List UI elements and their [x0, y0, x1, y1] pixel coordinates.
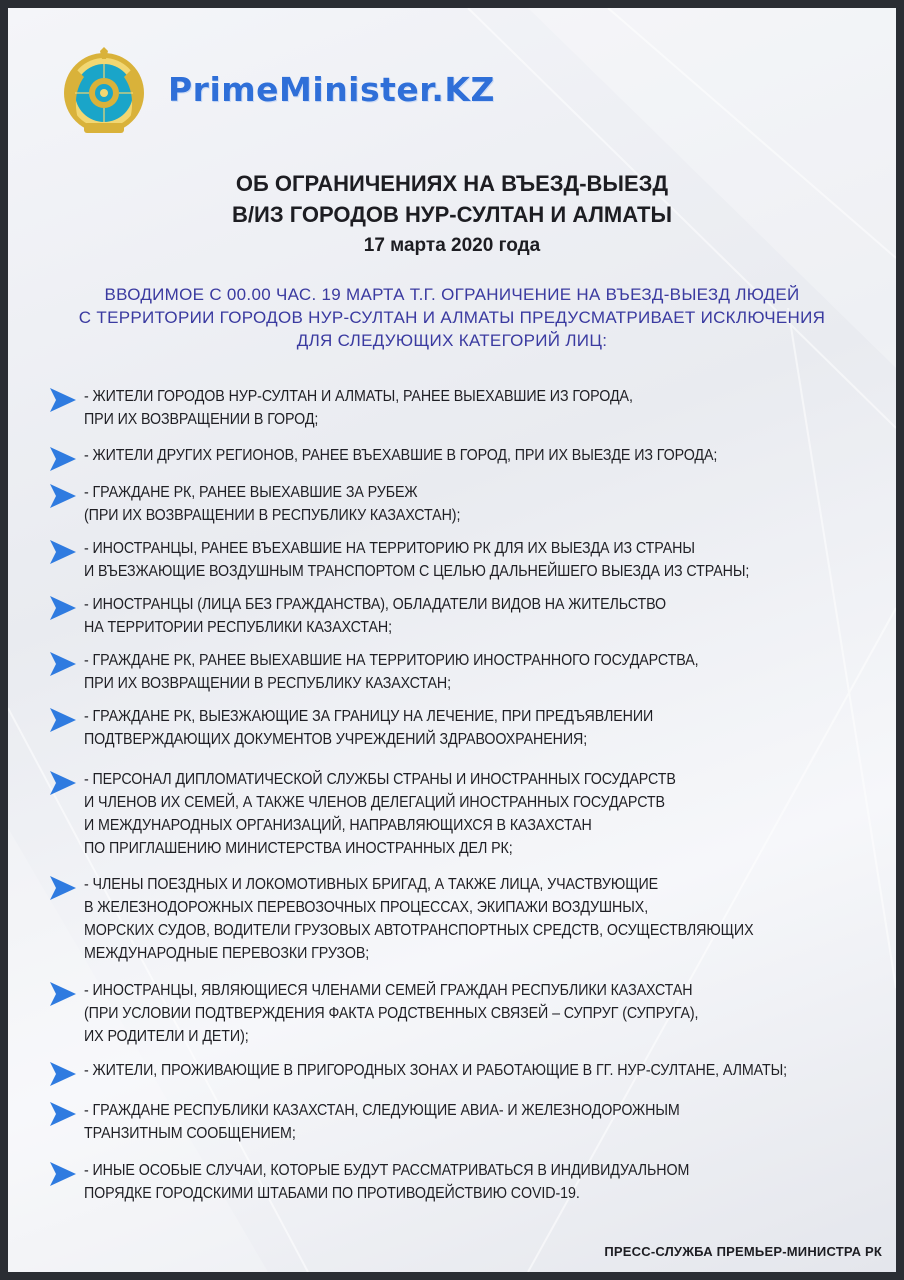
- blue-triangle-arrow-icon: [48, 539, 78, 565]
- list-item-text: - ГРАЖДАНЕ РК, РАНЕЕ ВЫЕХАВШИЕ ЗА РУБЕЖ (ПРИ ИХ ВОЗВРАЩЕНИИ В РЕСПУБЛИКУ КАЗАХСТАН);: [84, 484, 461, 524]
- blue-triangle-arrow-icon: [48, 483, 78, 509]
- blue-triangle-arrow-icon: [48, 875, 78, 901]
- list-item-text: - ПЕРСОНАЛ ДИПЛОМАТИЧЕСКОЙ СЛУЖБЫ СТРАНЫ И ИНОСТРАННЫХ ГОСУДАРСТВ И ЧЛЕНОВ ИХ СЕМЕЙ, А ТАКЖЕ ЧЛЕНОВ ДЕЛЕГАЦИЙ ИНОСТРАННЫХ ГОСУДАРСТВ И МЕЖДУНАРОДНЫХ ОРГАНИЗАЦИЙ, НАПРАВЛЯЮЩИХСЯ В КАЗАХСТАН ПО ПРИГЛАШЕНИЮ МИНИСТЕРСТВА ИНОСТРАННЫХ ДЕЛ РК;: [84, 771, 676, 857]
- list-item-text: - ИНОСТРАНЦЫ, ЯВЛЯЮЩИЕСЯ ЧЛЕНАМИ СЕМЕЙ ГРАЖДАН РЕСПУБЛИКИ КАЗАХСТАН (ПРИ УСЛОВИИ ПОДТВЕРЖДЕНИЯ ФАКТА РОДСТВЕННЫХ СВЯЗЕЙ – СУПРУГ (СУПРУГА), ИХ РОДИТЕЛИ И ДЕТИ);: [84, 982, 699, 1045]
- list-item-text: - ГРАЖДАНЕ РЕСПУБЛИКИ КАЗАХСТАН, СЛЕДУЮЩИЕ АВИА- И ЖЕЛЕЗНОДОРОЖНЫМ ТРАНЗИТНЫМ СООБЩЕНИЕМ;: [84, 1102, 680, 1142]
- document-date: 17 марта 2020 года: [363, 235, 541, 256]
- blue-triangle-arrow-icon: [48, 1061, 78, 1087]
- list-item-text: - ЖИТЕЛИ ГОРОДОВ НУР-СУЛТАН И АЛМАТЫ, РАНЕЕ ВЫЕХАВШИЕ ИЗ ГОРОДА, ПРИ ИХ ВОЗВРАЩЕНИИ В ГОРОД;: [84, 388, 633, 428]
- intro-line-2: С ТЕРРИТОРИИ ГОРОДОВ НУР-СУЛТАН И АЛМАТЫ ПРЕДУСМАТРИВАЕТ ИСКЛЮЧЕНИЯ: [78, 308, 826, 327]
- title-line-2: В/ИЗ ГОРОДОВ НУР-СУЛТАН И АЛМАТЫ: [232, 202, 672, 227]
- list-item-text: - ГРАЖДАНЕ РК, РАНЕЕ ВЫЕХАВШИЕ НА ТЕРРИТОРИЮ ИНОСТРАННОГО ГОСУДАРСТВА, ПРИ ИХ ВОЗВРАЩЕНИИ В РЕСПУБЛИКУ КАЗАХСТАН;: [84, 652, 699, 692]
- title-line-1: ОБ ОГРАНИЧЕНИЯХ НА ВЪЕЗД-ВЫЕЗД: [235, 171, 669, 196]
- intro-line-3: ДЛЯ СЛЕДУЮЩИХ КАТЕГОРИЙ ЛИЦ:: [296, 331, 608, 350]
- brand-logo-text: PrimeMinister.KZ: [168, 70, 495, 109]
- intro-line-1: ВВОДИМОЕ С 00.00 ЧАС. 19 МАРТА Т.Г. ОГРАНИЧЕНИЕ НА ВЪЕЗД-ВЫЕЗД ЛЮДЕЙ: [104, 285, 800, 304]
- list-item-text: - ИНОСТРАНЦЫ (ЛИЦА БЕЗ ГРАЖДАНСТВА), ОБЛАДАТЕЛИ ВИДОВ НА ЖИТЕЛЬСТВО НА ТЕРРИТОРИИ РЕСПУБЛИКИ КАЗАХСТАН;: [84, 596, 667, 636]
- blue-triangle-arrow-icon: [48, 707, 78, 733]
- list-item-text: - ИНЫЕ ОСОБЫЕ СЛУЧАИ, КОТОРЫЕ БУДУТ РАССМАТРИВАТЬСЯ В ИНДИВИДУАЛЬНОМ ПОРЯДКЕ ГОРОДСКИМИ ШТАБАМИ ПО ПРОТИВОДЕЙСТВИЮ COVID-19.: [84, 1162, 690, 1202]
- list-item-text: - ИНОСТРАНЦЫ, РАНЕЕ ВЪЕХАВШИЕ НА ТЕРРИТОРИЮ РК ДЛЯ ИХ ВЫЕЗДА ИЗ СТРАНЫ И ВЪЕЗЖАЮЩИЕ ВОЗДУШНЫМ ТРАНСПОРТОМ С ЦЕЛЬЮ ДАЛЬНЕЙШЕГО ВЫЕЗДА ИЗ СТРАНЫ;: [84, 540, 750, 580]
- blue-triangle-arrow-icon: [48, 981, 78, 1007]
- blue-triangle-arrow-icon: [48, 770, 78, 796]
- poster-page: [8, 8, 896, 1272]
- list-item-text: - ЖИТЕЛИ, ПРОЖИВАЮЩИЕ В ПРИГОРОДНЫХ ЗОНАХ И РАБОТАЮЩИЕ В ГГ. НУР-СУЛТАНЕ, АЛМАТЫ;: [84, 1062, 788, 1079]
- list-item-text: - ЖИТЕЛИ ДРУГИХ РЕГИОНОВ, РАНЕЕ ВЪЕХАВШИЕ В ГОРОД, ПРИ ИХ ВЫЕЗДЕ ИЗ ГОРОДА;: [84, 447, 718, 464]
- press-service-credit: ПРЕСС-СЛУЖБА ПРЕМЬЕР-МИНИСТРА РК: [604, 1244, 882, 1259]
- list-item-text: - ГРАЖДАНЕ РК, ВЫЕЗЖАЮЩИЕ ЗА ГРАНИЦУ НА ЛЕЧЕНИЕ, ПРИ ПРЕДЪЯВЛЕНИИ ПОДТВЕРЖДАЮЩИХ ДОКУМЕНТОВ УЧРЕЖДЕНИЙ ЗДРАВООХРАНЕНИЯ;: [84, 708, 654, 748]
- blue-triangle-arrow-icon: [48, 387, 78, 413]
- blue-triangle-arrow-icon: [48, 595, 78, 621]
- blue-triangle-arrow-icon: [48, 651, 78, 677]
- blue-triangle-arrow-icon: [48, 1161, 78, 1187]
- list-item-text: - ЧЛЕНЫ ПОЕЗДНЫХ И ЛОКОМОТИВНЫХ БРИГАД, А ТАКЖЕ ЛИЦА, УЧАСТВУЮЩИЕ В ЖЕЛЕЗНОДОРОЖНЫХ ПЕРЕВОЗОЧНЫХ ПРОЦЕССАХ, ЭКИПАЖИ ВОЗДУШНЫХ, МОРСКИХ СУДОВ, ВОДИТЕЛИ ГРУЗОВЫХ АВТОТРАНСПОРТНЫХ СРЕДСТВ, ОСУЩЕСТВЛЯЮЩИХ МЕЖДУНАРОДНЫЕ ПЕРЕВОЗКИ ГРУЗОВ;: [84, 876, 754, 962]
- blue-triangle-arrow-icon: [48, 1101, 78, 1127]
- exceptions-list: [8, 8, 896, 1272]
- blue-triangle-arrow-icon: [48, 446, 78, 472]
